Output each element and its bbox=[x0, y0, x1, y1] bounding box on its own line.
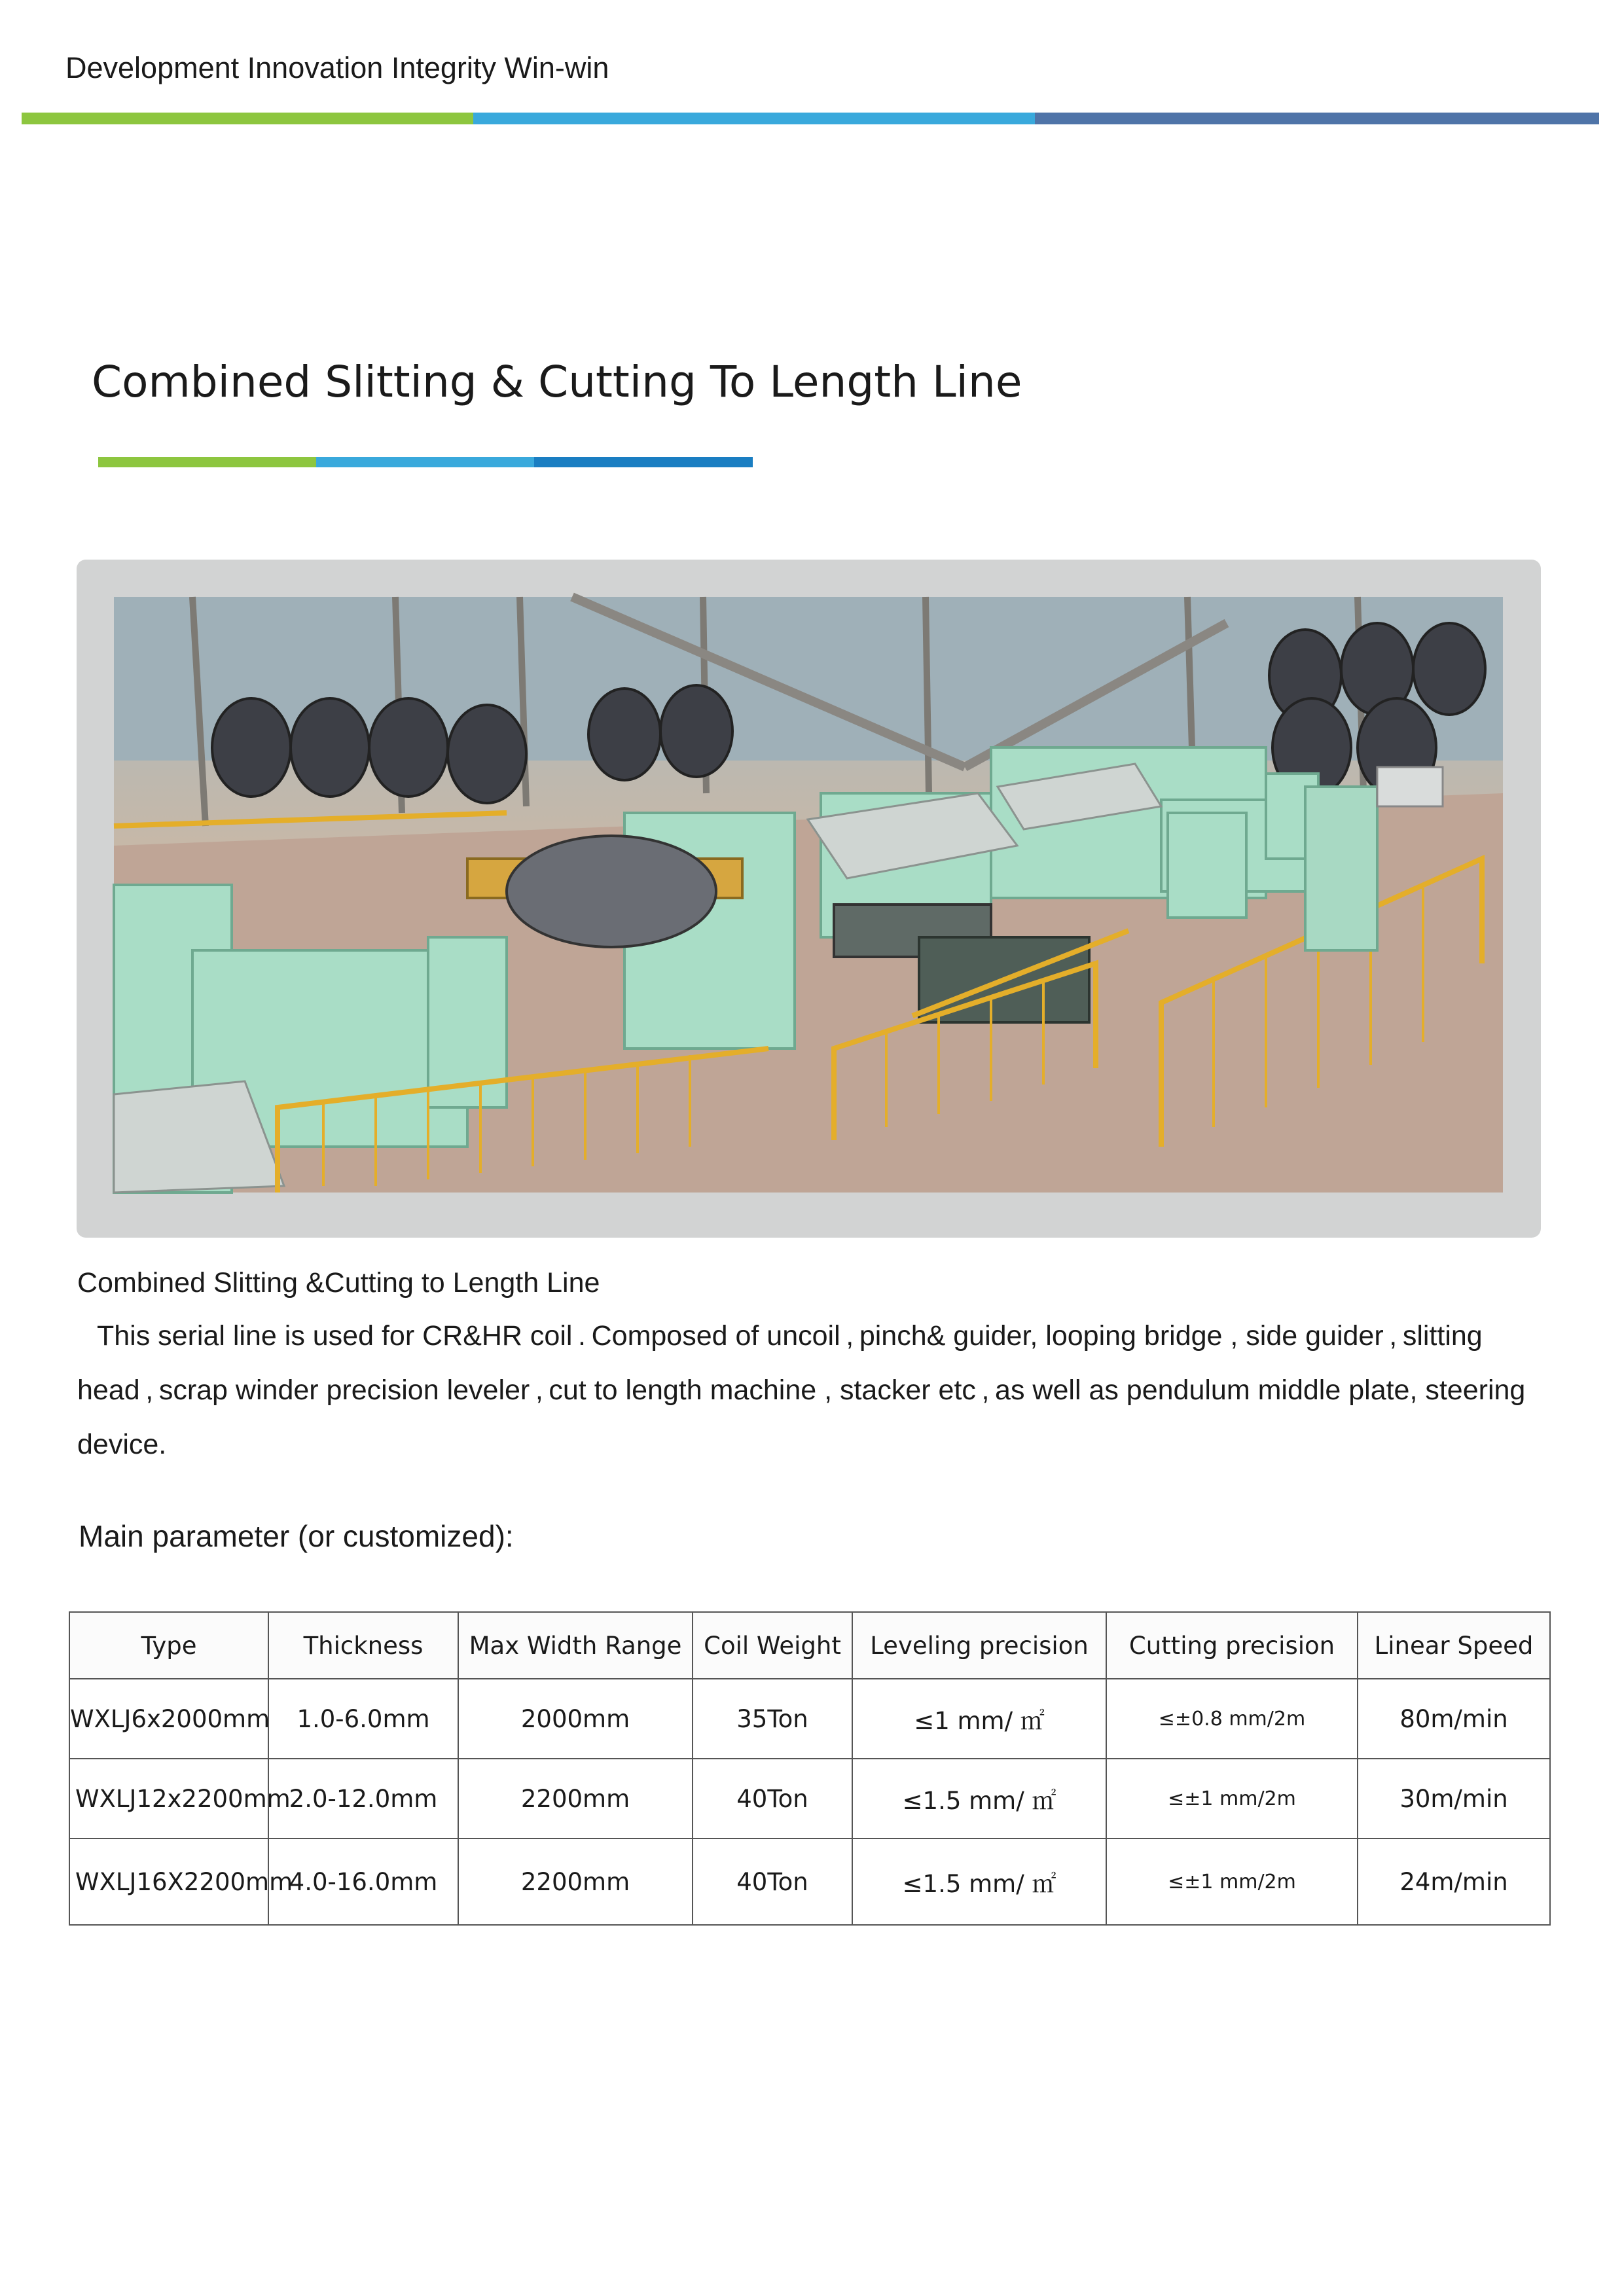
cell-coil-weight: 35Ton bbox=[693, 1679, 852, 1759]
cell-linear-speed: 24m/min bbox=[1358, 1839, 1550, 1925]
title-color-bar bbox=[98, 457, 753, 467]
cell-coil-weight: 40Ton bbox=[693, 1759, 852, 1839]
parameter-table bbox=[69, 1611, 1551, 1926]
table-row bbox=[69, 1759, 1550, 1839]
description-heading: Combined Slitting &Cutting to Length Line bbox=[77, 1267, 600, 1299]
header-cutting-precision: Cutting precision bbox=[1106, 1612, 1358, 1679]
page-title: Combined Slitting & Cutting To Length Line bbox=[92, 357, 1022, 407]
cell-thickness: 2.0-12.0mm bbox=[268, 1759, 458, 1839]
table-row bbox=[69, 1679, 1550, 1759]
cell-type: WXLJ12x2200mm bbox=[69, 1759, 268, 1839]
cell-leveling-precision: ≤1.5 mm/ ㎡ bbox=[852, 1839, 1106, 1925]
title-bar-blue bbox=[534, 457, 753, 467]
header-max-width-range: Max Width Range bbox=[458, 1612, 693, 1679]
cell-linear-speed: 80m/min bbox=[1358, 1679, 1550, 1759]
title-bar-green bbox=[98, 457, 316, 467]
cell-thickness: 4.0-16.0mm bbox=[268, 1839, 458, 1925]
cell-coil-weight: 40Ton bbox=[693, 1839, 852, 1925]
header-leveling-precision: Leveling precision bbox=[852, 1612, 1106, 1679]
header-linear-speed: Linear Speed bbox=[1358, 1612, 1550, 1679]
cell-max-width: 2200mm bbox=[458, 1759, 693, 1839]
product-description bbox=[77, 1257, 1550, 1472]
description-body: This serial line is used for CR&HR coil . Composed of uncoil , pinch& guider, looping bridge , side guider , slitting head , scrap winder precision leveler , cut to length machine , stacker etc , as well as pendulum middle plate, steering device. bbox=[77, 1320, 1526, 1460]
table-header-row bbox=[69, 1612, 1550, 1679]
header-thickness: Thickness bbox=[268, 1612, 458, 1679]
table-row bbox=[69, 1839, 1550, 1925]
title-bar-light-blue bbox=[316, 457, 534, 467]
header-bar-blue bbox=[473, 113, 1035, 124]
cell-cutting-precision: ≤±1 mm/2m bbox=[1106, 1759, 1358, 1839]
header-color-bar bbox=[22, 113, 1599, 124]
cell-leveling-precision: ≤1 mm/ ㎡ bbox=[852, 1679, 1106, 1759]
cell-thickness: 1.0-6.0mm bbox=[268, 1679, 458, 1759]
product-photo bbox=[114, 597, 1503, 1193]
cell-type: WXLJ16X2200mm bbox=[69, 1839, 268, 1925]
cell-type: WXLJ6x2000mm bbox=[69, 1679, 268, 1759]
header-coil-weight: Coil Weight bbox=[693, 1612, 852, 1679]
cell-leveling-precision: ≤1.5 mm/ ㎡ bbox=[852, 1759, 1106, 1839]
header-bar-steel bbox=[1035, 113, 1599, 124]
header-bar-green bbox=[22, 113, 473, 124]
product-photo-frame bbox=[77, 560, 1541, 1238]
parameter-title: Main parameter (or customized): bbox=[79, 1519, 514, 1553]
factory-line-illustration bbox=[114, 597, 1503, 1193]
header-tagline: Development Innovation Integrity Win-win bbox=[65, 51, 609, 84]
cell-cutting-precision: ≤±0.8 mm/2m bbox=[1106, 1679, 1358, 1759]
cell-linear-speed: 30m/min bbox=[1358, 1759, 1550, 1839]
cell-cutting-precision: ≤±1 mm/2m bbox=[1106, 1839, 1358, 1925]
header-type: Type bbox=[69, 1612, 268, 1679]
cell-max-width: 2000mm bbox=[458, 1679, 693, 1759]
cell-max-width: 2200mm bbox=[458, 1839, 693, 1925]
